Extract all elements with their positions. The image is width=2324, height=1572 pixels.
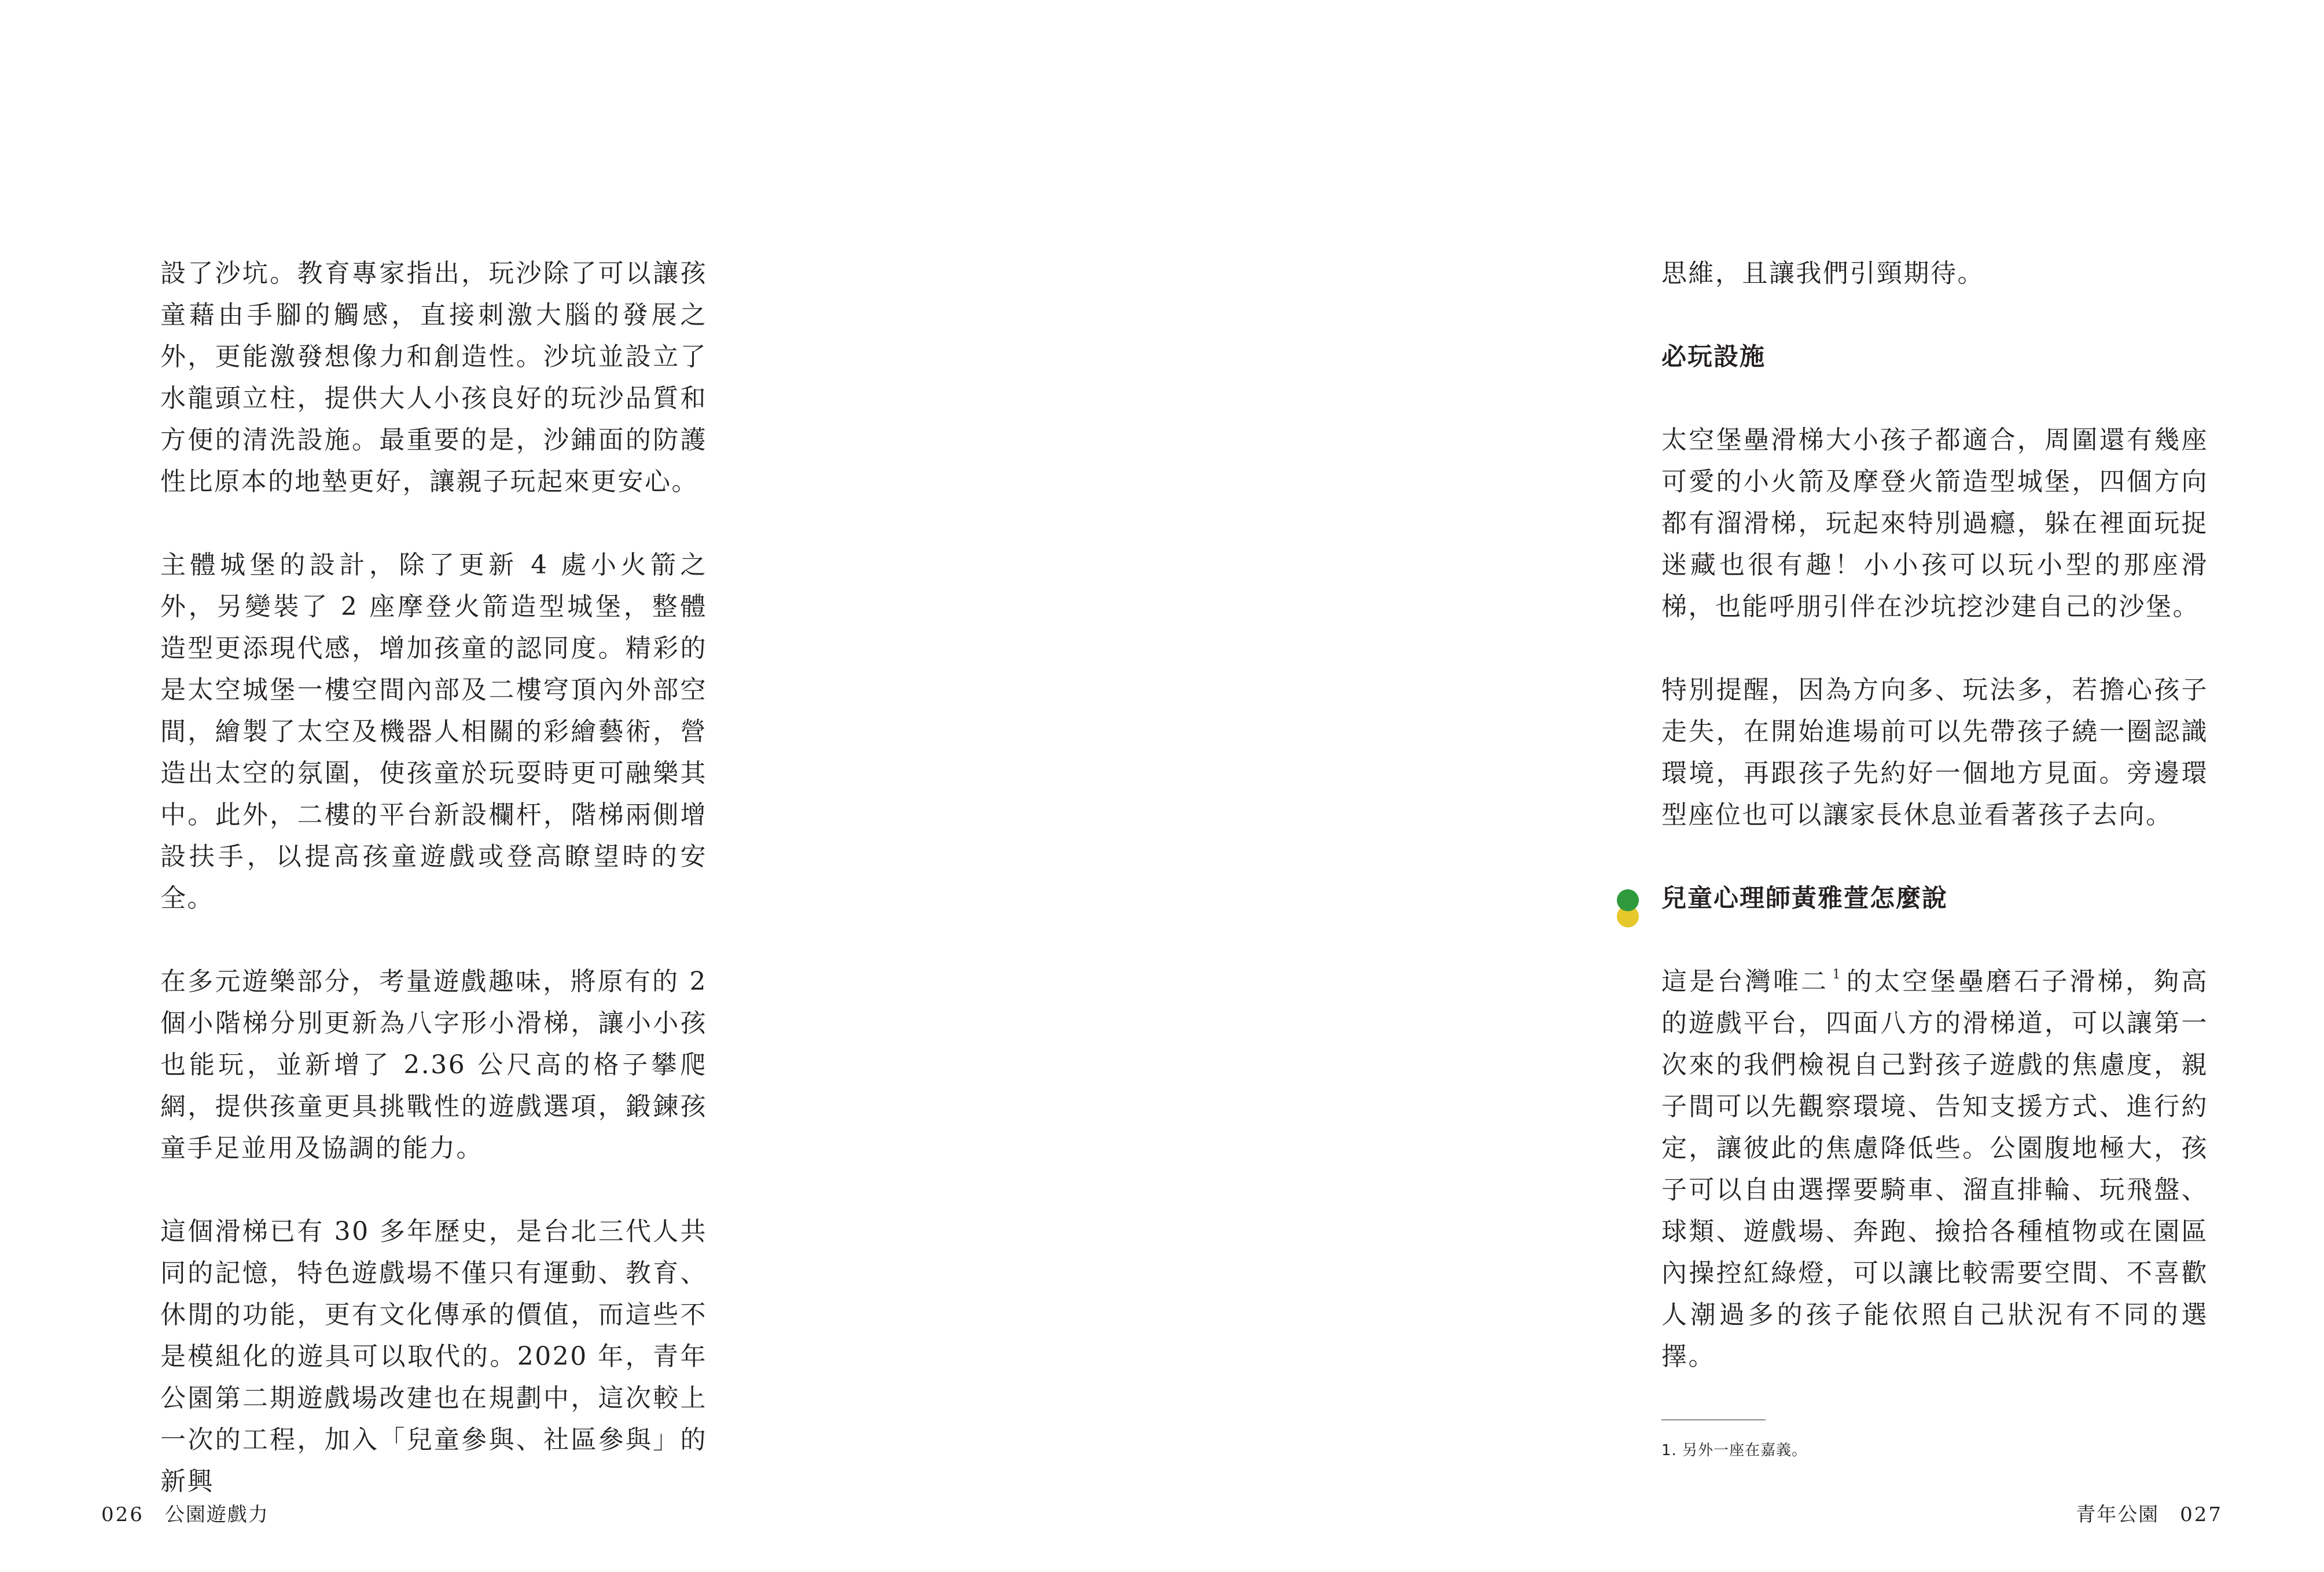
page-number: 027 [2180, 1503, 2223, 1526]
heading-bullet-icon [1615, 889, 1641, 930]
left-text-column [160, 253, 707, 1503]
psych-text-start: 這是台灣唯二 [1661, 967, 1829, 996]
paragraph-continuation: 思維，且讓我們引頸期待。 [1661, 259, 1984, 288]
paragraph-castle-design: 主體城堡的設計，除了更新 4 處小火箭之外，另變裝了 2 座摩登火箭造型城堡，整體造型更添現代感，增加孩童的認同度。精彩的是太空城堡一樓空間內部及二樓穹頂內外部空間，繪製了太空及機器人相關的彩繪藝術，營造出太空的氛圍，使孩童於玩耍時更可融樂其中。此外，二樓的平台新設欄杆，階梯兩側增設扶手，以提高孩童遊戲或登高瞭望時的安全。 [160, 550, 707, 913]
paragraph-slide: 太空堡壘滑梯大小孩子都適合，周圍還有幾座可愛的小火箭及摩登火箭造型城堡，四個方向都有溜滑梯，玩起來特別過癮，躲在裡面玩捉迷藏也很有趣！小小孩可以玩小型的那座滑梯，也能呼朋引伴在沙坑挖沙建自己的沙堡。 [1661, 425, 2208, 621]
green-dot-icon [1617, 889, 1639, 911]
paragraph-reminder: 特別提醒，因為方向多、玩法多，若擔心孩子走失，在開始進場前可以先帶孩子繞一圈認識環境，再跟孩子先約好一個地方見面。旁邊環型座位也可以讓家長休息並看著孩子去向。 [1661, 675, 2208, 830]
running-title: 青年公園 [2076, 1503, 2160, 1526]
paragraph-sandpit: 設了沙坑。教育專家指出，玩沙除了可以讓孩童藉由手腳的觸感，直接刺激大腦的發展之外，更能激發想像力和創造性。沙坑並設立了水龍頭立柱，提供大人小孩良好的玩沙品質和方便的清洗設施。最重要的是，沙鋪面的防護性比原本的地墊更好，讓親子玩起來更安心。 [160, 259, 707, 496]
running-title: 公園遊戲力 [164, 1503, 269, 1526]
footnote: 1. 另外一座在嘉義。 [1661, 1442, 1808, 1459]
right-page [1162, 0, 2324, 1572]
page-number: 026 [101, 1503, 144, 1526]
right-text-column [1661, 253, 2208, 1461]
paragraph-history: 這個滑梯已有 30 多年歷史，是台北三代人共同的記憶，特色遊戲場不僅只有運動、教育、休閒的功能，更有文化傳承的價值，而這些不是模組化的遊具可以取代的。2020 年，青年公園第二期遊戲場改建也在規劃中，這次較上一次的工程，加入「兒童參與、社區參與」的新興 [160, 1217, 707, 1496]
paragraph-play-area: 在多元遊樂部分，考量遊戲趣味，將原有的 2 個小階梯分別更新為八字形小滑梯，讓小小孩也能玩，並新增了 2.36 公尺高的格子攀爬網，提供孩童更具挑戰性的遊戲選項，鍛鍊孩童手足並用及協調的能力。 [160, 967, 707, 1163]
section-heading-psychologist: 兒童心理師黃雅萱怎麼說 [1661, 884, 1948, 913]
footnote-divider [1661, 1419, 1766, 1420]
paragraph-psychologist [1661, 961, 2208, 1378]
right-folio [2076, 1503, 2223, 1526]
footnote-reference: 1 [1832, 967, 1842, 982]
left-folio [101, 1503, 269, 1526]
psych-text-rest: 的太空堡壘磨石子滑梯，夠高的遊戲平台，四面八方的滑梯道，可以讓第一次來的我們檢視自己對孩子遊戲的焦慮度，親子間可以先觀察環境、告知支援方式、進行約定，讓彼此的焦慮降低些。公園腹地極大，孩子可以自由選擇要騎車、溜直排輪、玩飛盤、球類、遊戲場、奔跑、撿拾各種植物或在園區內操控紅綠燈，可以讓比較需要空間、不喜歡人潮過多的孩子能依照自己狀況有不同的選擇。 [1661, 967, 2208, 1371]
section-heading-must-play: 必玩設施 [1661, 343, 1766, 371]
psych-heading-wrap [1661, 878, 2208, 919]
